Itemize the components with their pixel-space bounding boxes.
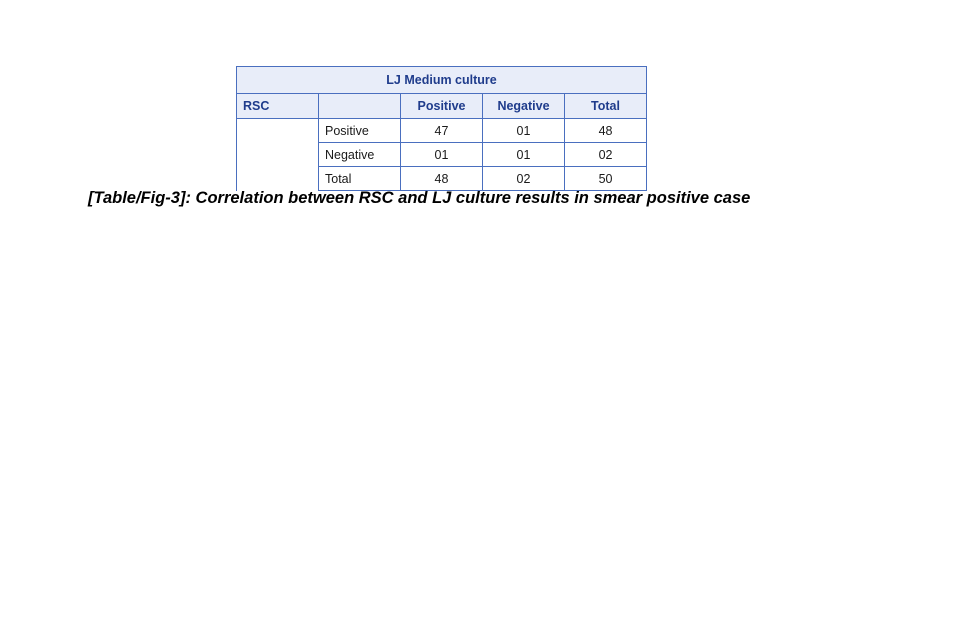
cell-total-positive: 48 (401, 167, 483, 191)
row-label-positive: Positive (319, 119, 401, 143)
row-label-negative: Negative (319, 143, 401, 167)
column-header-positive: Positive (401, 94, 483, 119)
row-spacer-cell (237, 143, 319, 167)
cell-negative-negative: 01 (483, 143, 565, 167)
column-header-total: Total (565, 94, 647, 119)
cell-positive-total: 48 (565, 119, 647, 143)
correlation-table (236, 66, 647, 191)
cell-positive-negative: 01 (483, 119, 565, 143)
span-header-cell: LJ Medium culture (237, 67, 647, 94)
row-group-label: RSC (237, 94, 319, 119)
column-header-blank (319, 94, 401, 119)
table-row (237, 119, 647, 143)
cell-positive-positive: 47 (401, 119, 483, 143)
table-column-header-row (237, 94, 647, 119)
table-container (236, 66, 646, 191)
row-spacer-cell (237, 119, 319, 143)
column-header-negative: Negative (483, 94, 565, 119)
table-caption: [Table/Fig-3]: Correlation between RSC and LJ culture results in smear positive case (88, 189, 751, 207)
table-span-header-row (237, 67, 647, 94)
cell-total-negative: 02 (483, 167, 565, 191)
cell-negative-positive: 01 (401, 143, 483, 167)
cell-negative-total: 02 (565, 143, 647, 167)
row-label-total: Total (319, 167, 401, 191)
cell-total-total: 50 (565, 167, 647, 191)
table-row (237, 143, 647, 167)
